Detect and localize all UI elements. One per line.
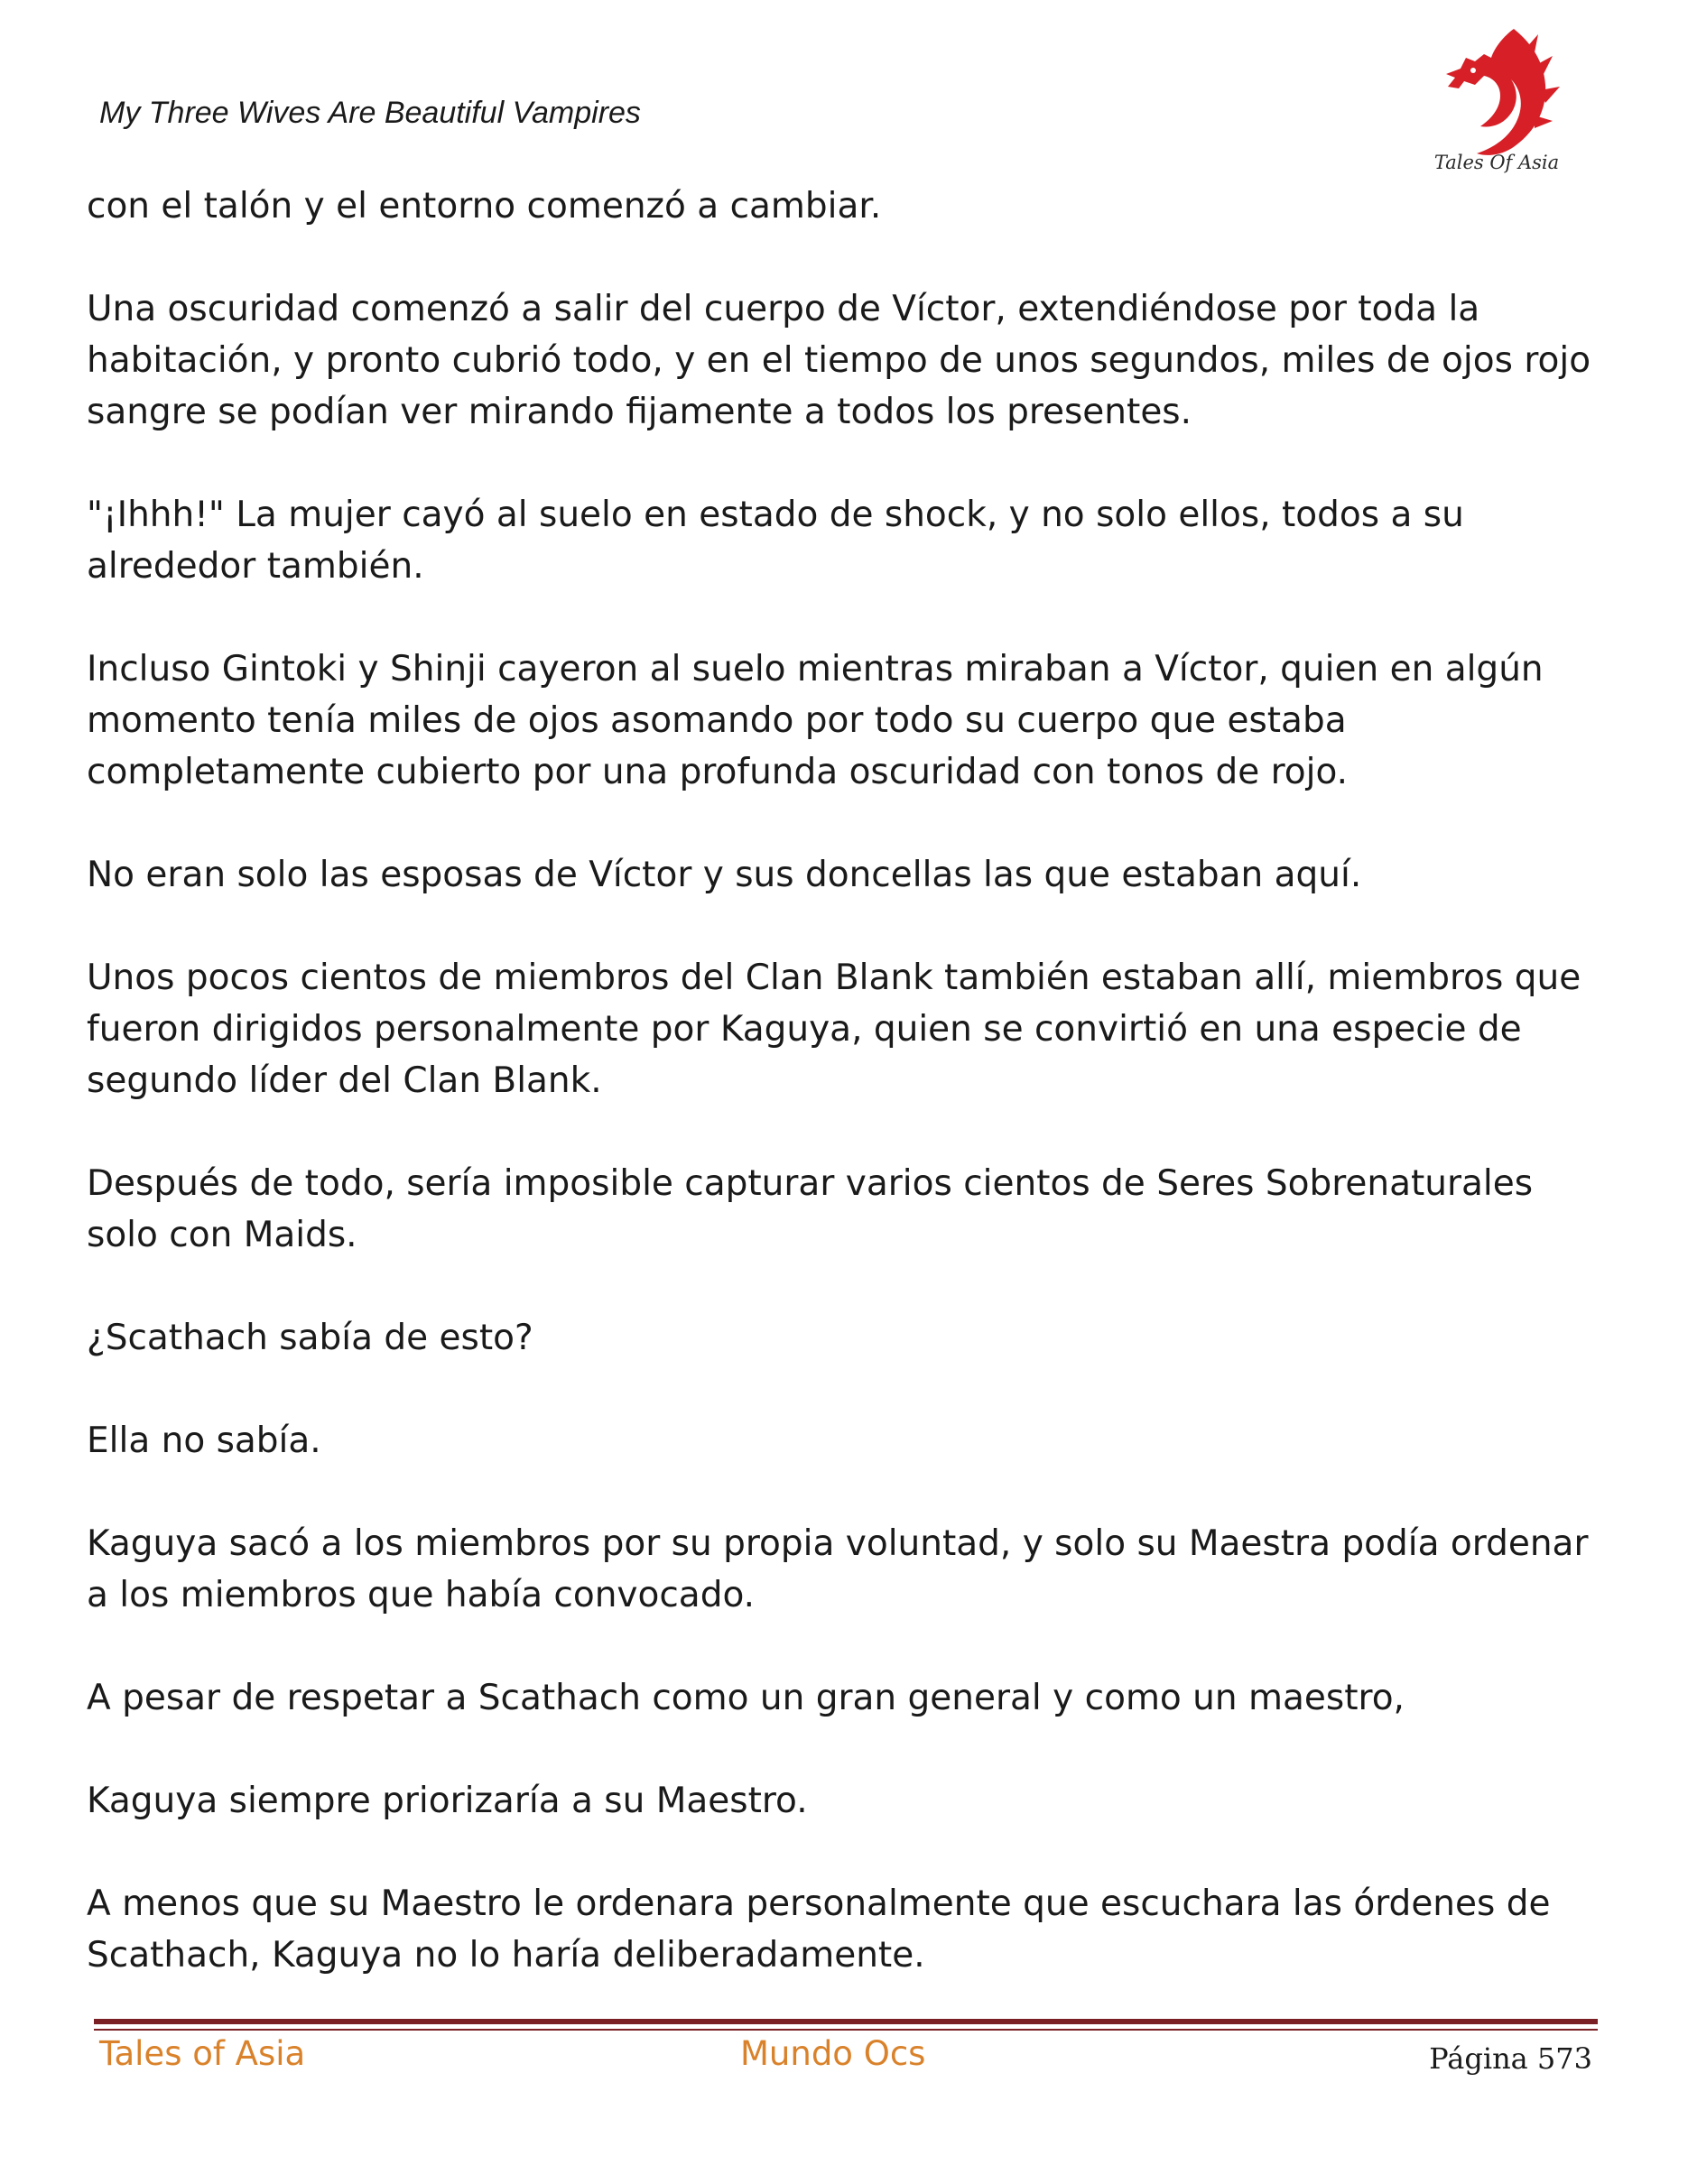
paragraph: A pesar de respetar a Scathach como un gran general y como un maestro, <box>87 1678 1405 1718</box>
paragraph: Kaguya sacó a los miembros por su propia voluntad, y solo su Maestra podía ordenar a los miembros que había convocado. <box>87 1523 1589 1615</box>
paragraph: "¡Ihhh!" La mujer cayó al suelo en estado de shock, y no solo ellos, todos a su alrededor también. <box>87 495 1464 587</box>
paragraph: Unos pocos cientos de miembros del Clan Blank también estaban allí, miembros que fueron dirigidos personalmente por Kaguya, quien se convirtió en una especie de segundo líder del Clan Blank. <box>87 958 1581 1101</box>
header-title: My Three Wives Are Beautiful Vampires <box>99 96 641 130</box>
paragraph: Una oscuridad comenzó a salir del cuerpo de Víctor, extendiéndose por toda la habitación, y pronto cubrió todo, y en el tiempo de unos segundos, miles de ojos rojo sangre se podían ver mirando fijamente a todos los presentes. <box>87 289 1591 432</box>
paragraph: No eran solo las esposas de Víctor y sus doncellas las que estaban aquí. <box>87 855 1362 895</box>
footer-site-name: Tales of Asia <box>99 2034 306 2073</box>
footer-rule <box>94 2019 1598 2024</box>
footer-rule-thin <box>94 2029 1598 2031</box>
paragraph: Después de todo, sería imposible capturar varios cientos de Seres Sobrenaturales solo con Maids. <box>87 1163 1534 1255</box>
paragraph: ¿Scathach sabía de esto? <box>87 1318 533 1358</box>
paragraph: Ella no sabía. <box>87 1421 321 1461</box>
paragraph: con el talón y el entorno comenzó a cambiar. <box>87 186 882 227</box>
logo-text: Tales Of Asia <box>1433 152 1560 173</box>
footer-center-label: Mundo Ocs <box>740 2034 926 2073</box>
page-body <box>87 180 1612 2032</box>
paragraph: Kaguya siempre priorizaría a su Maestro. <box>87 1781 808 1821</box>
paragraph: Incluso Gintoki y Shinji cayeron al suelo mientras miraban a Víctor, quien en algún momento tenía miles de ojos asomando por todo su cuerpo que estaba completamente cubierto por una profunda oscuridad con tonos de rojo. <box>87 649 1544 792</box>
page-number: Página 573 <box>1429 2041 1592 2076</box>
paragraph: A menos que su Maestro le ordenara personalmente que escuchara las órdenes de Scathach, Kaguya no lo haría deliberadamente. <box>87 1883 1551 1976</box>
